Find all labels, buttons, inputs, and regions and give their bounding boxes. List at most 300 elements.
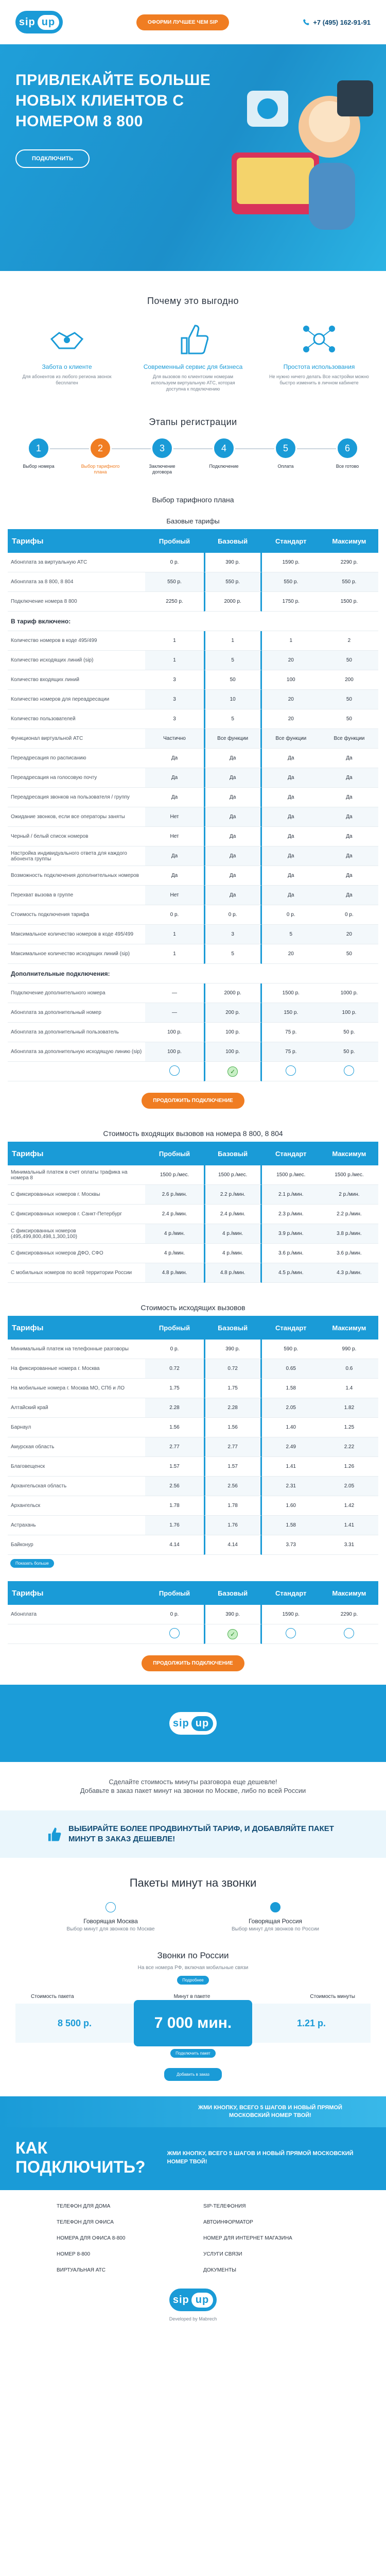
outgoing-row [8,1340,378,1359]
outgoing-header-basic: Базовый [204,1316,262,1340]
row-label: Абонплата за дополнительную исходящую линию (sip) [8,1042,145,1062]
row-label: Абонплата за дополнительный номер [8,1003,145,1023]
package-russia-title: Говорящая Россия [248,1918,303,1925]
package-russia-sub: Выбор минут для звонков по [232,1926,301,1932]
continue-connection-button-2[interactable]: ПРОДОЛЖИТЬ ПОДКЛЮЧЕНИЕ [142,1655,244,1671]
footer-link[interactable]: НОМЕРА ДЛЯ ОФИСА 8-800 [57,2235,126,2241]
row-value: 4.8 р./мин. [204,1263,262,1283]
row-label: Архангельск [8,1496,145,1516]
row-value: 20 [262,690,320,709]
row-value: 150 р. [262,1003,320,1023]
row-value: 3.8 р./мин. [320,1224,378,1244]
handshake-icon [49,324,85,354]
step-label: Выбор тарифного плана [81,464,120,474]
outgoing-row [8,1359,378,1379]
tariff-row [8,651,378,670]
summary-header-row [8,1581,378,1605]
tariff-row [8,788,378,807]
radio-basic[interactable]: ✓ [227,1066,238,1077]
row-value: 1 [262,631,320,651]
row-label: Стоимость подключения тарифа [8,905,145,925]
summary-header-trial[interactable]: Пробный [145,1581,203,1605]
footer-link[interactable]: АВТОИНФОРМАТОР [203,2219,253,2225]
outgoing-row [8,1457,378,1477]
outgoing-row [8,1379,378,1398]
packages-title: Пакеты минут на звонки [129,1876,257,1889]
section-row [8,964,378,984]
package-moscow-sub: Выбор минут для звонков по [66,1926,136,1932]
row-value: Нет [145,886,203,905]
section-title: Дополнительные подключения: [8,964,378,984]
row-value: 50 [320,944,378,964]
row-value: 1.57 [145,1457,203,1477]
hero-title: ПРИВЛЕКАЙТЕ БОЛЬШЕ НОВЫХ КЛИЕНТОВ С НОМЕРОМ 8 800 [15,72,211,130]
row-value: 3 [204,925,262,944]
tariff-row [8,866,378,886]
row-value: 1.41 [262,1457,320,1477]
logo-text: sip [172,1717,189,1729]
row-label: Благовещенск [8,1457,145,1477]
logo-text: sip [19,16,36,28]
step-label: Подключение [209,464,239,469]
row-value: 1500 р. [320,592,378,612]
radio-standard[interactable] [286,1628,296,1638]
row-value: 4 р./мин. [145,1224,203,1244]
row-value: 1 [204,631,262,651]
row-value: 2250 р. [145,592,203,612]
row-value: 2.56 [145,1477,203,1496]
row-value: 1750 р. [262,592,320,612]
summary-value: 1590 р. [262,1605,320,1624]
thumbs-up-icon [178,323,208,355]
radio-max[interactable] [344,1065,354,1076]
continue-connection-button[interactable]: ПРОДОЛЖИТЬ ПОДКЛЮЧЕНИЕ [142,1093,244,1109]
tariff-radio-row [8,1062,378,1081]
package-russia[interactable] [211,1902,340,1932]
row-value: 100 р. [145,1023,203,1042]
row-value: 2.77 [145,1437,203,1457]
row-label: Черный / белый список номеров [8,827,145,846]
step-number: 5 [274,437,297,460]
row-value: 390 р. [204,553,262,572]
footer-link[interactable]: ТЕЛЕФОН ДЛЯ ДОМА [57,2204,111,2209]
row-label: С фиксированных номеров ДФО, СФО [8,1244,145,1263]
tariff-row [8,729,378,749]
tariff-row [8,1023,378,1042]
row-value: Да [320,827,378,846]
row-value: 1000 р. [320,984,378,1003]
row-value: Да [320,807,378,827]
row-value: Да [204,749,262,768]
row-value: 550 р. [145,572,203,592]
footer-bottom [0,2289,386,2321]
row-value: Да [320,866,378,886]
row-value: 1.76 [145,1516,203,1535]
row-value: — [145,1003,203,1023]
hero [0,44,386,271]
promo-highlight-text: ВЫБИРАЙТЕ БОЛЕЕ ПРОДВИНУТЫЙ ТАРИФ, И ДОБАВЛЯЙТЕ ПАКЕТ МИНУТ В ЗАКАЗ ДЕШЕВЛЕ! [68,1824,334,1843]
row-value: 1.78 [204,1496,262,1516]
feature-care-title: Забота о клиенте [42,363,92,370]
phone[interactable] [303,19,371,26]
summary-value: 2290 р. [320,1605,378,1624]
add-to-order-button[interactable]: Добавить в заказ [164,2068,222,2081]
logo-text-bold: up [38,15,59,30]
row-label: Абонплата за дополнительный пользователь [8,1023,145,1042]
row-value: 0 р. [145,905,203,925]
row-value: 2.1 р./мин. [262,1185,320,1205]
row-value: 4.8 р./мин. [145,1263,203,1283]
row-value: Нет [145,827,203,846]
row-value: 4 р./мин. [145,1244,203,1263]
row-value: 1500 р. [262,984,320,1003]
logo-text-bold: up [191,1716,213,1731]
row-value: Да [262,886,320,905]
row-label: С фиксированных номеров г. Москвы [8,1185,145,1205]
tariff-row [8,827,378,846]
tariff-header-max[interactable]: Максимум [320,529,378,553]
row-value: 1.41 [320,1516,378,1535]
row-value: 2.3 р./мин. [262,1205,320,1224]
footer-link[interactable]: ТЕЛЕФОН ДЛЯ ОФИСА [57,2219,114,2225]
row-value: 2.28 [204,1398,262,1418]
row-value: 4.5 р./мин. [262,1263,320,1283]
package-minutes-label: Минут в пакете [173,1994,210,1999]
row-value: 1.25 [320,1418,378,1437]
outgoing-row [8,1418,378,1437]
row-value: 0 р. [320,905,378,925]
row-label: Архангельская область [8,1477,145,1496]
step-1[interactable] [15,437,62,475]
row-value: 5 [204,651,262,670]
row-value: Да [262,866,320,886]
row-value: 1.56 [145,1418,203,1437]
tariff-row [8,749,378,768]
footer-link[interactable]: ВИРТУАЛЬНАЯ АТС [57,2267,106,2273]
step-4[interactable] [201,437,247,475]
feature-simple-text: Не нужно ничего делать Все настройки можно быстро изменить в личном кабинете [269,374,369,385]
outgoing-row [8,1516,378,1535]
tariff-row [8,925,378,944]
footer-credit: Developed by Mabrech [169,2316,217,2321]
footer-link[interactable]: НОМЕР 8-800 [57,2251,91,2257]
tariff-row [8,1042,378,1062]
connect-package-button[interactable]: Подключить пакет [170,2049,216,2058]
footer-link[interactable]: ДОКУМЕНТЫ [203,2267,237,2273]
row-value: 550 р. [262,572,320,592]
phone-icon [303,19,310,26]
incoming-row [8,1224,378,1244]
summary-header-standard[interactable]: Стандарт [262,1581,320,1605]
radio-trial[interactable] [169,1065,180,1076]
incoming-header-standard: Стандарт [262,1142,320,1165]
radio-trial[interactable] [169,1628,180,1638]
row-value: Да [204,807,262,827]
row-value: 4.14 [204,1535,262,1555]
row-value: 2.56 [204,1477,262,1496]
package-moscow-title: Говорящая Москва [83,1918,138,1925]
row-value: 4 р./мин. [204,1224,262,1244]
row-value: 2.49 [262,1437,320,1457]
footer-logo-2[interactable] [169,2289,217,2311]
footer-logo[interactable] [169,1712,217,1735]
incoming-row [8,1185,378,1205]
row-value: 3.6 р./мин. [320,1244,378,1263]
row-label: Абонплата за 8 800, 8 804 [8,572,145,592]
row-value: 100 [262,670,320,690]
row-value: Да [262,827,320,846]
row-value: 1 [145,651,203,670]
step-label: Выбор номера [23,464,55,469]
row-value: 2.77 [204,1437,262,1457]
row-value: Да [320,788,378,807]
outgoing-header-label: Тарифы [8,1316,145,1340]
row-value: 1.4 [320,1379,378,1398]
incoming-header-trial: Пробный [145,1142,203,1165]
row-value: Да [145,846,203,866]
row-value: 1 [145,925,203,944]
tariff-row [8,709,378,729]
step-5[interactable] [262,437,309,475]
promo-text-1: Сделайте стоимость минуты разговора еще дешевле! [109,1778,277,1786]
row-value: 200 р. [204,1003,262,1023]
incoming-header-row [8,1142,378,1165]
step-number: 3 [151,437,173,460]
tariff-title: Выбор тарифного плана [152,496,234,504]
row-value: 3.9 р./мин. [262,1224,320,1244]
row-value: 50 р. [320,1023,378,1042]
step-label: Все готово [336,464,359,469]
radio-russia[interactable] [270,1902,280,1912]
steps-title: Этапы регистрации [149,417,237,427]
summary-value: 0 р. [145,1605,203,1624]
step-number: 2 [89,437,112,460]
tariff-row [8,846,378,866]
feature-service-text: Для вызовов по клиентским номерам используем виртуальную АТС, которая доступна к подключению [151,374,235,392]
package-moscow[interactable] [46,1902,175,1932]
tariff-header-trial[interactable]: Пробный [145,529,203,553]
row-value: 1.78 [145,1496,203,1516]
row-label: Перехват вызова в группе [8,886,145,905]
row-value: 2.4 р./мин. [204,1205,262,1224]
row-value: 1 [145,944,203,964]
row-label: Количество номеров для переадресации [8,690,145,709]
order-button[interactable]: ОФОРМИ ЛУЧШЕЕ ЧЕМ SIP [136,14,229,30]
summary-table [8,1581,378,1644]
row-value: 1590 р. [262,553,320,572]
row-label: Минимальный платеж в счет оплаты трафика на номера 8 [8,1165,145,1185]
incoming-row [8,1205,378,1224]
row-value: Да [204,768,262,788]
row-value: 1.42 [320,1496,378,1516]
incoming-header-max: Максимум [320,1142,378,1165]
row-label: На мобильные номера г. Москва МО, СПб и ЛО [8,1379,145,1398]
package-minutes[interactable]: 7 000 мин. [134,2000,252,2046]
minutes-selector[interactable] [15,2004,371,2043]
row-value: 2000 р. [204,592,262,612]
row-label: Максимальное количество номеров в коде 495/499 [8,925,145,944]
row-value: 2.22 [320,1437,378,1457]
step-6[interactable] [324,437,371,475]
logo-text-bold: up [191,2293,213,2308]
row-value: 4 р./мин. [204,1244,262,1263]
packages-options [0,1890,386,1932]
row-value: 50 [320,651,378,670]
row-value: Да [320,846,378,866]
row-value: 75 р. [262,1042,320,1062]
radio-moscow[interactable] [106,1902,116,1912]
row-value: 0 р. [262,905,320,925]
row-value: 20 [262,944,320,964]
row-value: Да [145,866,203,886]
row-value: 0 р. [145,553,203,572]
radio-basic[interactable]: ✓ [227,1629,238,1639]
summary-row [8,1605,378,1624]
outgoing-header-trial: Пробный [145,1316,203,1340]
why-title: Почему это выгодно [147,296,239,306]
row-value: 2.2 р./мин. [320,1205,378,1224]
blue-divider [0,1685,386,1762]
step-2[interactable] [77,437,124,475]
row-value: Да [262,846,320,866]
calls-title: Звонки по России [157,1951,229,1960]
row-label: Возможность подключения дополнительных номеров [8,866,145,886]
row-value: 1 [145,631,203,651]
row-value: 50 р. [320,1042,378,1062]
row-value: 1.75 [145,1379,203,1398]
tariff-header-standard[interactable]: Стандарт [262,529,320,553]
summary-value: 390 р. [204,1605,262,1624]
summary-row-label: Абонплата [8,1605,145,1624]
row-label: Минимальный платеж на телефонные разговоры [8,1340,145,1359]
features [0,307,386,392]
summary-header-basic[interactable]: Базовый [204,1581,262,1605]
row-value: 2.05 [320,1477,378,1496]
feature-service-title: Современный сервис для бизнеса [143,363,243,370]
how-to-connect [0,2127,386,2190]
row-value: 5 [204,709,262,729]
package-moscow-city: Москве [137,1926,155,1932]
hero-illustration [226,70,376,240]
promo-text-2: Добавьте в заказ пакет минут на звонки по Москве, либо по всей России [80,1787,306,1794]
row-value: 20 [320,925,378,944]
incoming-title: Стоимость входящих вызовов на номера 8 800, 8 804 [103,1129,283,1138]
row-value: 20 [262,651,320,670]
phone-number: +7 (495) 162-91-91 [313,18,371,26]
row-value: 1.57 [204,1457,262,1477]
section-title: В тариф включено: [8,612,378,631]
details-button[interactable]: Подробнее [177,1976,209,1985]
tariff-table [8,529,378,1081]
row-value: 1500 р./мес. [262,1165,320,1185]
hero-connect-button[interactable]: ПОДКЛЮЧИТЬ [15,149,90,168]
tariff-row [8,905,378,925]
row-label: Подключение номера 8 800 [8,592,145,612]
row-value: 1500 р./мес. [145,1165,203,1185]
outgoing-row [8,1398,378,1418]
row-value: 1.40 [262,1418,320,1437]
summary-header-max[interactable]: Максимум [320,1581,378,1605]
step-label: Оплата [277,464,294,469]
tariff-row [8,592,378,612]
step-label: Заключение договора [149,464,176,474]
row-label: Переадресация на голосовую почту [8,768,145,788]
outgoing-header-max: Максимум [320,1316,378,1340]
row-value: 0.72 [145,1359,203,1379]
feature-care [15,321,118,392]
footer-link[interactable]: SIP-ТЕЛЕФОНИЯ [203,2204,246,2209]
how-title: КАК ПОДКЛЮЧИТЬ? [15,2139,146,2176]
logo[interactable] [15,11,63,33]
section-row [8,612,378,631]
row-value: 2.4 р./мин. [145,1205,203,1224]
connect-banner-text: ЖМИ КНОПКУ, ВСЕГО 5 ШАГОВ И НОВЫЙ ПРЯМОЙ МОСКОВСКИЙ НОМЕР ТВОЙ! [198,2105,342,2119]
top-bar [0,0,386,44]
row-label: Переадресация звонков на пользователя / группу [8,788,145,807]
row-value: 2.2 р./мин. [204,1185,262,1205]
row-value: 3.31 [320,1535,378,1555]
row-value: Все функции [320,729,378,749]
row-value: Да [145,768,203,788]
row-label: Байконур [8,1535,145,1555]
row-label: С мобильных номеров по всей территории России [8,1263,145,1283]
row-label: Ожидание звонков, если все операторы заняты [8,807,145,827]
row-value: 0.72 [204,1359,262,1379]
incoming-row [8,1263,378,1283]
incoming-header-basic: Базовый [204,1142,262,1165]
step-3[interactable] [139,437,185,475]
tariff-row [8,572,378,592]
footer-link[interactable]: УСЛУГИ СВЯЗИ [203,2251,242,2257]
footer-link[interactable]: НОМЕР ДЛЯ ИНТЕРНЕТ МАГАЗИНА [203,2235,292,2241]
row-label: Максимальное количество исходящих линий (sip) [8,944,145,964]
row-label: Количество пользователей [8,709,145,729]
steps [0,428,386,475]
row-value: 390 р. [204,1340,262,1359]
row-value: Да [204,788,262,807]
row-value: 2.6 р./мин. [145,1185,203,1205]
row-value: Да [320,886,378,905]
outgoing-title: Стоимость исходящих вызовов [141,1303,245,1312]
incoming-row [8,1165,378,1185]
row-value: 3.73 [262,1535,320,1555]
row-label: С фиксированных номеров г. Санкт-Петербург [8,1205,145,1224]
row-label: Алтайский край [8,1398,145,1418]
step-number: 6 [336,437,359,460]
row-value: Да [145,788,203,807]
row-label: С фиксированных номеров (495,499,800,498,1,300,100) [8,1224,145,1244]
row-value: 550 р. [204,572,262,592]
tariff-row [8,984,378,1003]
outgoing-header-row [8,1316,378,1340]
row-label: Количество номеров в коде 495/499 [8,631,145,651]
minutes-header [0,1985,386,1999]
incoming-header-label: Тарифы [8,1142,145,1165]
row-value: 10 [204,690,262,709]
feature-simple [268,321,371,392]
radio-max[interactable] [344,1628,354,1638]
row-value: 1.60 [262,1496,320,1516]
tariff-header-basic[interactable]: Базовый [204,529,262,553]
row-value: Да [204,866,262,886]
show-more-button[interactable]: Показать больше [10,1559,54,1568]
row-value: Да [204,827,262,846]
logo-text: sip [172,2294,189,2306]
tariff-row [8,690,378,709]
radio-standard[interactable] [286,1065,296,1076]
row-value: 100 р. [204,1023,262,1042]
row-label: Количество исходящих линий (sip) [8,651,145,670]
